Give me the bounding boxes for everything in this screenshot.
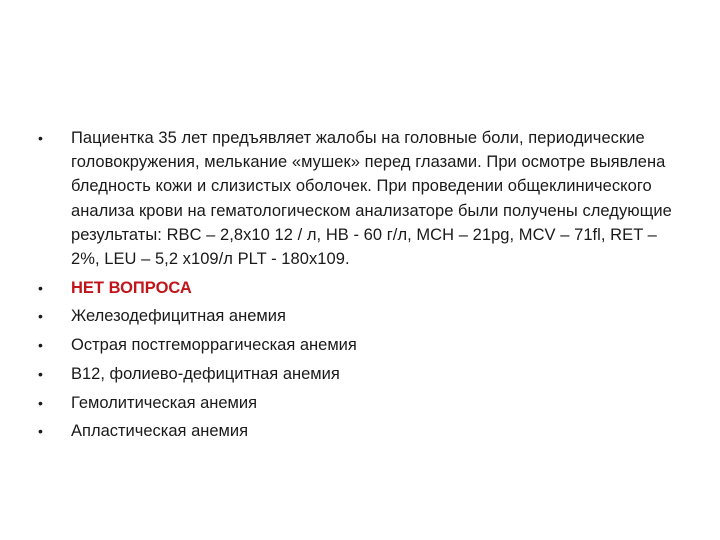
- bullet-icon: •: [38, 279, 43, 296]
- answer-option-b12-folate: [38, 362, 688, 386]
- answer-option-aplastic: [38, 419, 688, 443]
- case-description-item: [38, 126, 688, 271]
- answer-option-text: Апластическая анемия: [71, 422, 249, 441]
- answer-option-iron-deficiency: [38, 304, 688, 328]
- answer-option-text: Острая постгеморрагическая анемия: [71, 336, 357, 355]
- answer-option-text: В12, фолиево-дефицитная анемия: [71, 364, 340, 383]
- answer-option-text: Железодефицитная анемия: [71, 307, 286, 326]
- answer-option-text: Гемолитическая анемия: [71, 393, 258, 412]
- case-description-text: Пациентка 35 лет предъявляет жалобы на головные боли, периодические головокружения, мелькание «мушек» перед глазами. При осмотре выявлена бледность кожи и слизистых оболочек. При проведении общеклинического анализа крови на гематологическом анализаторе были получены следующие результаты: RBC – 2,8х10 12 / л, HB - 60 г/л, MCH – 21pg, MCV – 71fl, RET – 2%, LEU – 5,2 х109/л PLT - 180х109.: [71, 129, 672, 269]
- bullet-icon: •: [38, 423, 43, 440]
- answer-option-acute-posthemorrhagic: [38, 333, 688, 357]
- answer-option-hemolytic: [38, 391, 688, 415]
- bullet-icon: •: [38, 130, 43, 146]
- no-question-text: НЕТ ВОПРОСА: [71, 278, 192, 297]
- bullet-list: [38, 126, 688, 448]
- bullet-icon: •: [38, 394, 43, 411]
- bullet-icon: •: [38, 337, 43, 354]
- bullet-icon: •: [38, 308, 43, 325]
- no-question-item: [38, 276, 688, 300]
- bullet-icon: •: [38, 365, 43, 382]
